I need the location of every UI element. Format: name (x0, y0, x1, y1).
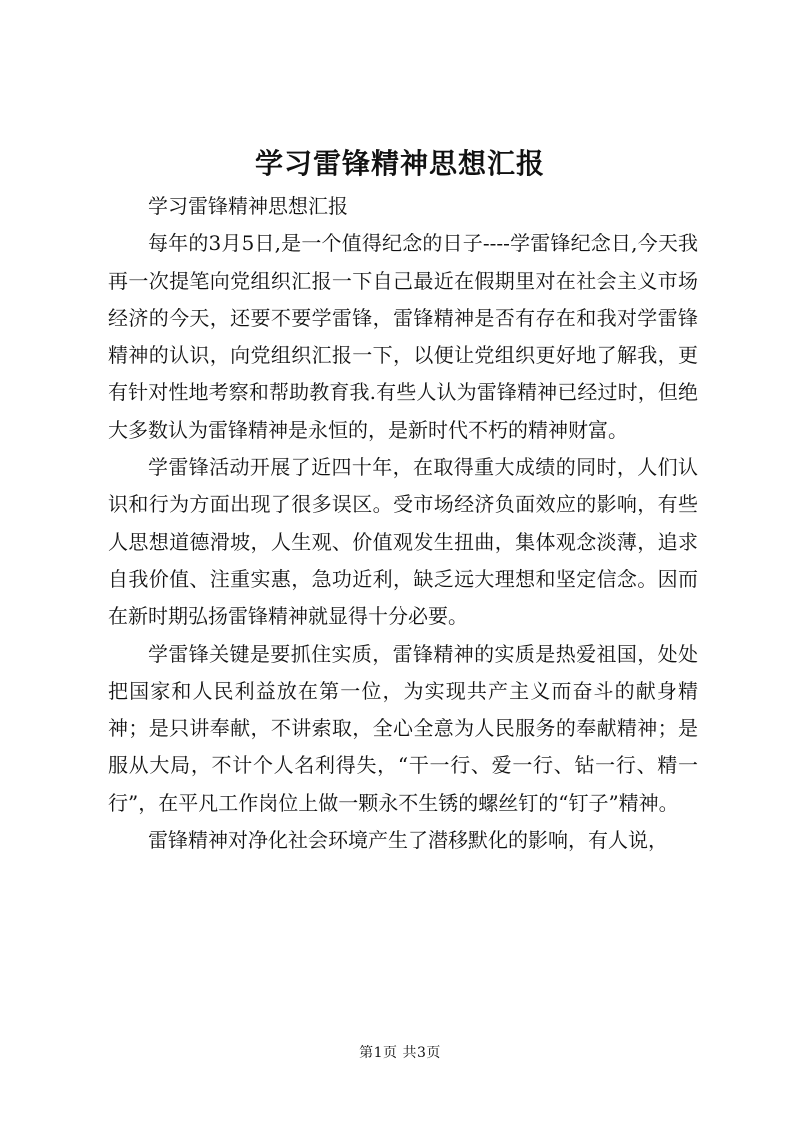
paragraph-subtitle: 学习雷锋精神思想汇报 (148, 194, 348, 218)
document-body (108, 188, 698, 859)
paragraph: 学雷锋活动开展了近四十年，在取得重大成绩的同时，人们认识和行为方面出现了很多误区。受市场经济负面效应的影响，有些人思想道德滑坡，人生观、价值观发生扭曲，集体观念淡薄，追求自我价值、注重实惠，急功近利，缺乏远大理想和坚定信念。因而在新时期弘扬雷锋精神就显得十分必要。 (108, 455, 698, 629)
paragraph: 学雷锋关键是要抓住实质，雷锋精神的实质是热爱祖国，处处把国家和人民利益放在第一位，为实现共产主义而奋斗的献身精神；是只讲奉献，不讲索取，全心全意为人民服务的奉献精神；是服从大局，不计个人名利得失，“干一行、爱一行、钻一行、精一行”，在平凡工作岗位上做一颗永不生锈的螺丝钉的“钉子”精神。 (108, 641, 698, 815)
paragraph: 雷锋精神对净化社会环境产生了潜移默化的影响，有人说， (148, 828, 668, 853)
paragraph: 每年的3月5日,是一个值得纪念的日子----学雷锋纪念日,今天我再一次提笔向党组织汇报一下自己最近在假期里对在社会主义市场经济的今天，还要不要学雷锋，雷锋精神是否有存在和我对学雷锋精神的认识，向党组织汇报一下，以便让党组织更好地了解我，更有针对性地考察和帮助教育我.有些人认为雷锋精神已经过时，但绝大多数认为雷锋精神是永恒的，是新时代不朽的精神财富。 (108, 231, 698, 442)
document-title: 学习雷锋精神思想汇报 (254, 147, 545, 180)
page-number-footer: 第1页 共3页 (359, 1045, 441, 1061)
